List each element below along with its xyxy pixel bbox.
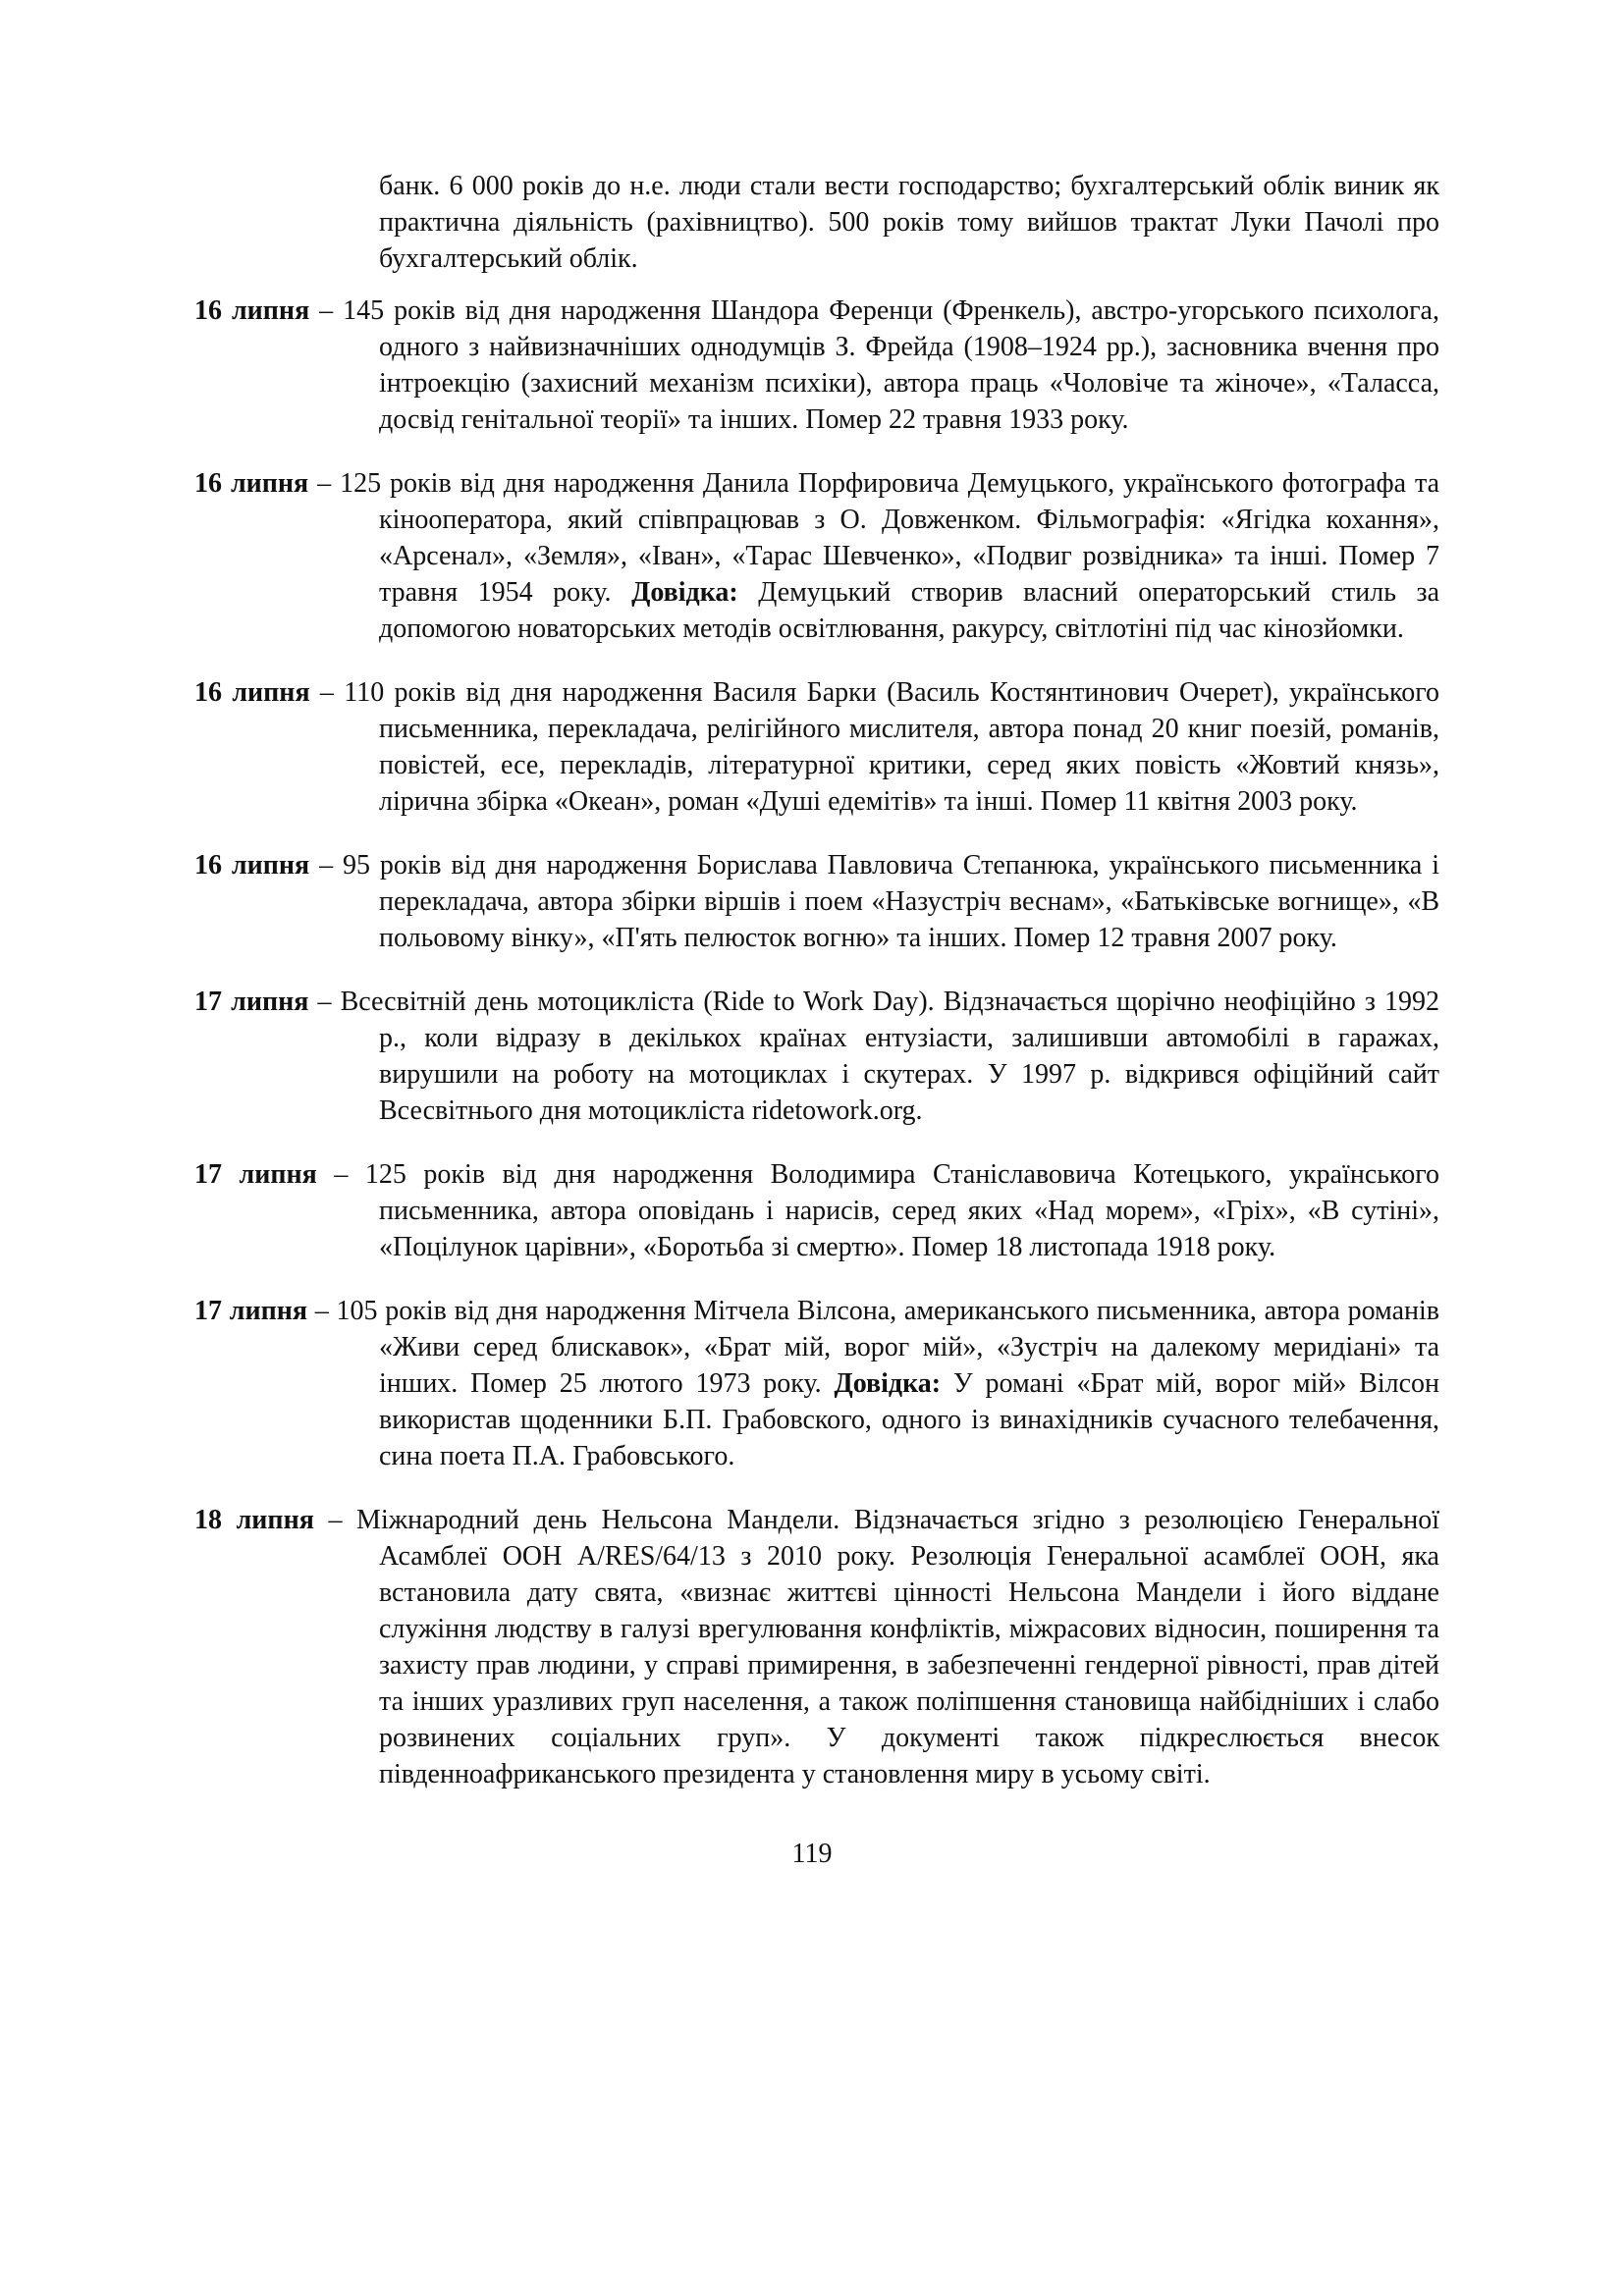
reference-label: Довідка: [631,577,738,608]
calendar-entry [194,984,1439,1129]
calendar-entry [194,293,1439,438]
entry-separator: – [309,850,343,881]
entry-date: 16 липня [194,468,309,499]
entry-text: Всесвітній день мотоцикліста (Ride to Work Day). Відзначається щорічно неофіційно з 1992 р., коли відразу в декількох країнах ентузіасти, залишивши автомобілі в гаражах, вирушили на роботу на мотоциклах і скутерах. У 1997 р. відкрився офіційний сайт Всесвітнього дня мотоцикліста ridetowork.org. [340,987,1439,1126]
entry-text: 125 років від дня народження Володимира Станіславовича Котецького, українського письменника, автора оповідань і нарисів, серед яких «Над морем», «Гріх», «В сутіні», «Поцілунок царівни», «Боротьба зі смертю». Помер 18 листопада 1918 року. [364,1159,1439,1262]
entry-text: 145 років від дня народження Шандора Ференци (Френкель), австро-угорського психолога, одного з найвизначніших однодумців З. Фрейда (1908–1924 рр.), засновника вчення про інтроекцію (захисний механізм психіки), автора праць «Чоловіче та жіноче», «Таласса, досвід генітальної теорії» та інших. Помер 22 травня 1933 року. [343,295,1439,435]
entry-text: 125 років від дня народження Данила Порфировича Демуцького, українського фотографа та кінооператора, який співпрацював з О. Довженком. Фільмографія: «Ягідка кохання», «Арсенал», «Земля», «Іван», «Тарас Шевченко», «Подвиг розвідника» та інші. Помер 7 травня 1954 року. [340,468,1440,608]
entry-date: 17 липня [194,1296,308,1326]
calendar-entry [194,1293,1439,1474]
entry-date: 17 липня [194,1159,317,1190]
entry-date: 16 липня [194,850,310,881]
entry-text: 110 років від дня народження Василя Барки (Василь Костянтинович Очерет), українського письменника, перекладача, релігійного мислителя, автора понад 20 книг поезій, романів, повістей, есе, перекладів, літературної критики, серед яких повість «Жовтий князь», лірична збірка «Океан», роман «Душі едемітів» та інші. Помер 11 квітня 2003 року. [344,677,1439,817]
page-number: 119 [791,1839,833,1869]
entry-separator: – [309,677,345,708]
calendar-entries [194,265,1439,1806]
calendar-entry [194,465,1439,647]
entry-separator: – [307,1296,337,1326]
calendar-entry [194,1156,1439,1265]
entry-separator: – [308,987,341,1017]
entry-separator: – [308,468,341,499]
entry-date: 18 липня [194,1505,314,1535]
entry-date: 17 липня [194,987,309,1017]
calendar-entry [194,847,1439,956]
entry-separator: – [316,1159,365,1190]
reference-text: Демуцький створив власний операторський стиль за допомогою новаторських методів освітлювання, ракурсу, світлотіні під час кінозйомки. [379,577,1439,644]
entry-date: 16 липня [194,295,310,326]
entry-date: 16 липня [194,677,310,708]
entry-separator: – [313,1505,357,1535]
entry-text: 105 років від дня народження Мітчела Вілсона, американського письменника, автора романів «Живи серед блискавок», «Брат мій, ворог мій», «Зустріч на далекому меридіані» та інших. Помер 25 лютого 1973 року. [336,1296,1439,1399]
calendar-entry [194,1502,1439,1792]
calendar-entry [194,674,1439,820]
entry-separator: – [309,295,344,326]
entry-text: 95 років від дня народження Борислава Павловича Степанюка, українського письменника і перекладача, автора збірки віршів і поем «Назустріч веснам», «Батьківське вогнище», «В польовому вінку», «П'ять пелюсток вогню» та інших. Помер 12 травня 2007 року. [343,850,1440,953]
reference-label: Довідка: [834,1368,942,1399]
reference-text: У романі «Брат мій, ворог мій» Вілсон використав щоденники Б.П. Грабовского, одного із винахідників сучасного телебачення, сина поета П.А. Грабовського. [379,1368,1439,1471]
entry-text: Міжнародний день Нельсона Мандели. Відзначається згідно з резолюцією Генеральної Асамблеї ООН A/RES/64/13 з 2010 року. Резолюція Генеральної асамблеї ООН, яка встановила дату свята, «визнає життєві цінності Нельсона Мандели і його віддане служіння людству в галузі врегулювання конфліктів, міжрасових відносин, поширення та захисту прав людини, у справі примирення, в забезпеченні гендерної рівності, прав дітей та інших уразливих груп населення, а також поліпшення становища найбідніших і слабо розвинених соціальних груп». У документі також підкреслюється внесок південноафриканського президента у становлення миру в усьому світі. [356,1505,1440,1789]
continuation-paragraph: банк. 6 000 років до н.е. люди стали вести господарство; бухгалтерський облік виник як практична діяльність (рахівництво). 500 років тому вийшов трактат Луки Пачолі про бухгалтерський облік. [379,171,1439,274]
